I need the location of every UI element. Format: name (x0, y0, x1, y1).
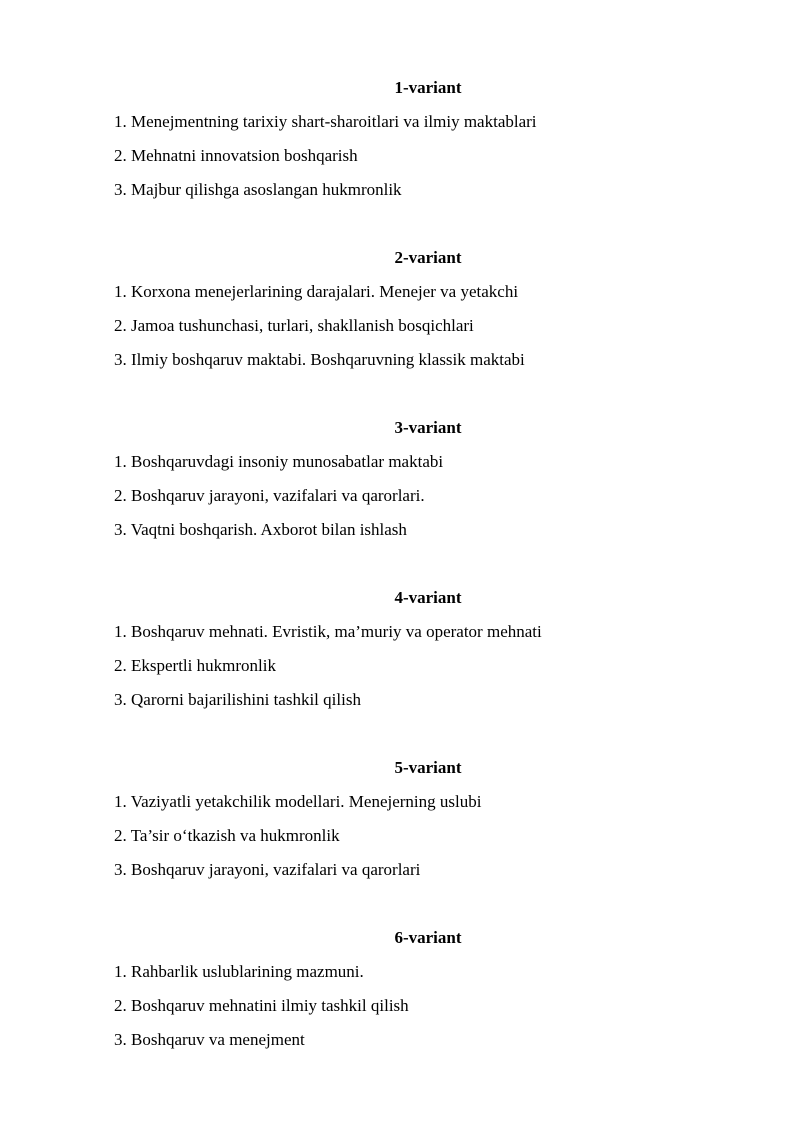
variant-5-item-3: 3. Boshqaruv jarayoni, vazifalari va qarorlari (114, 860, 421, 879)
variant-2-title: 2-variant (394, 248, 462, 267)
variant-3-item-2: 2. Boshqaruv jarayoni, vazifalari va qarorlari. (114, 486, 425, 505)
variant-2-item-3: 3. Ilmiy boshqaruv maktabi. Boshqaruvning klassik maktabi (114, 350, 525, 369)
variant-1-item-2: 2. Mehnatni innovatsion boshqarish (114, 146, 358, 165)
variant-6-item-2: 2. Boshqaruv mehnatini ilmiy tashkil qilish (114, 996, 409, 1015)
variant-6-item-3: 3. Boshqaruv va menejment (114, 1030, 305, 1049)
variant-3-item-1: 1. Boshqaruvdagi insoniy munosabatlar maktabi (114, 452, 444, 471)
variant-1-title: 1-variant (394, 78, 462, 97)
variant-1-item-3: 3. Majbur qilishga asoslangan hukmronlik (114, 180, 402, 199)
variant-3-title: 3-variant (394, 418, 462, 437)
variant-4-title: 4-variant (394, 588, 462, 607)
variant-4-item-2: 2. Ekspertli hukmronlik (114, 656, 276, 675)
variant-2-item-1: 1. Korxona menejerlarining darajalari. Menejer va yetakchi (114, 282, 519, 301)
variant-5-item-2: 2. Ta’sir o‘tkazish va hukmronlik (114, 826, 340, 845)
variant-6-title: 6-variant (394, 928, 462, 947)
variant-5-item-1: 1. Vaziyatli yetakchilik modellari. Menejerning uslubi (114, 792, 482, 811)
variant-4-item-1: 1. Boshqaruv mehnati. Evristik, ma’muriy va operator mehnati (114, 622, 542, 641)
variant-2-item-2: 2. Jamoa tushunchasi, turlari, shakllanish bosqichlari (114, 316, 474, 335)
variant-1-item-1: 1. Menejmentning tarixiy shart-sharoitlari va ilmiy maktablari (114, 112, 537, 131)
variant-4-item-3: 3. Qarorni bajarilishini tashkil qilish (114, 690, 361, 709)
variant-3-item-3: 3. Vaqtni boshqarish. Axborot bilan ishlash (114, 520, 407, 539)
variant-6-item-1: 1. Rahbarlik uslublarining mazmuni. (114, 962, 364, 981)
variant-5-title: 5-variant (394, 758, 462, 777)
